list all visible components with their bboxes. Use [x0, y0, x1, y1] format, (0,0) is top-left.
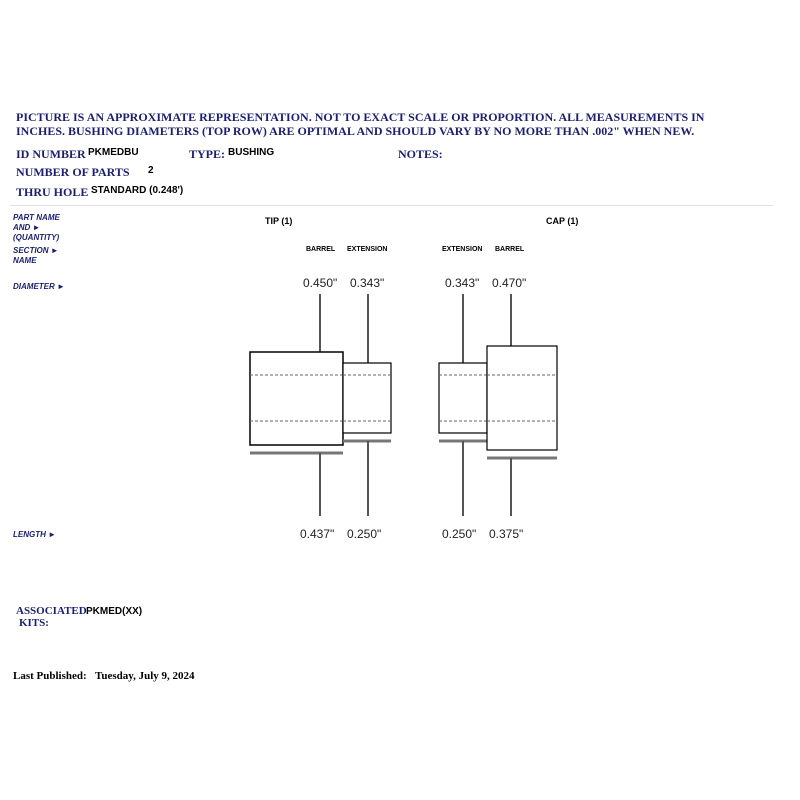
number-of-parts-value: 2: [148, 165, 154, 176]
last-published-date: Tuesday, July 9, 2024: [95, 670, 195, 682]
associated-kits-label-line: KITS:: [19, 617, 49, 629]
section-name-tip-barrel: BARREL: [306, 246, 336, 253]
associated-kits-label-line: ASSOCIATED: [16, 605, 87, 617]
thru-hole-value: STANDARD (0.248'): [91, 185, 184, 196]
last-published-label: Last Published:: [13, 670, 87, 682]
part-name-row-label-line: PART NAME: [13, 213, 60, 222]
part-name-row-label-line: (QUANTITY): [13, 233, 60, 242]
thru-hole-label: THRU HOLE: [16, 185, 89, 199]
part-name-row-label-line: AND ►: [13, 223, 41, 232]
disclaimer-notice: PICTURE IS AN APPROXIMATE REPRESENTATION. NOT TO EXACT SCALE OR PROPORTION. ALL MEASUREMENTS IN INCHES. BUSHING DIAMETERS (TOP ROW) ARE OPTIMAL AND SHOULD VARY BY NO MORE THAN .002" WHEN NEW.: [16, 110, 705, 138]
section-name-cap-extension: EXTENSION: [442, 246, 483, 253]
part-name-cap: CAP (1): [546, 216, 579, 226]
associated-kits-label: [16, 605, 87, 629]
length-tip-barrel: 0.437": [300, 527, 335, 541]
diameter-cap-barrel: 0.470": [492, 276, 527, 290]
length-tip-extension: 0.250": [347, 527, 382, 541]
id-number-value: PKMEDBU: [88, 147, 139, 158]
section-name-tip-extension: EXTENSION: [347, 246, 388, 253]
length-row-label: LENGTH ►: [13, 530, 57, 539]
length-cap-extension: 0.250": [442, 527, 477, 541]
diameter-tip-extension: 0.343": [350, 276, 385, 290]
section-name-cap-barrel: BARREL: [495, 246, 525, 253]
type-value: BUSHING: [228, 147, 275, 158]
tip-barrel-shape: [250, 294, 343, 516]
number-of-parts-label: NUMBER OF PARTS: [16, 165, 130, 179]
diameter-cap-extension: 0.343": [445, 276, 480, 290]
part-name-tip: TIP (1): [265, 216, 293, 226]
section-name-row-label-line: NAME: [13, 256, 37, 265]
cap-extension-shape: [439, 294, 487, 516]
length-cap-barrel: 0.375": [489, 527, 524, 541]
type-label: TYPE:: [189, 147, 225, 161]
diameter-row-label: DIAMETER ►: [13, 282, 65, 291]
notes-label: NOTES:: [398, 147, 443, 161]
cap-barrel-shape: [487, 294, 557, 516]
section-name-row-label-line: SECTION ►: [13, 246, 59, 255]
associated-kits-value: PKMED(XX): [86, 606, 143, 617]
diameter-tip-barrel: 0.450": [303, 276, 338, 290]
id-number-label: ID NUMBER: [16, 147, 86, 161]
tip-extension-shape: [343, 294, 391, 516]
